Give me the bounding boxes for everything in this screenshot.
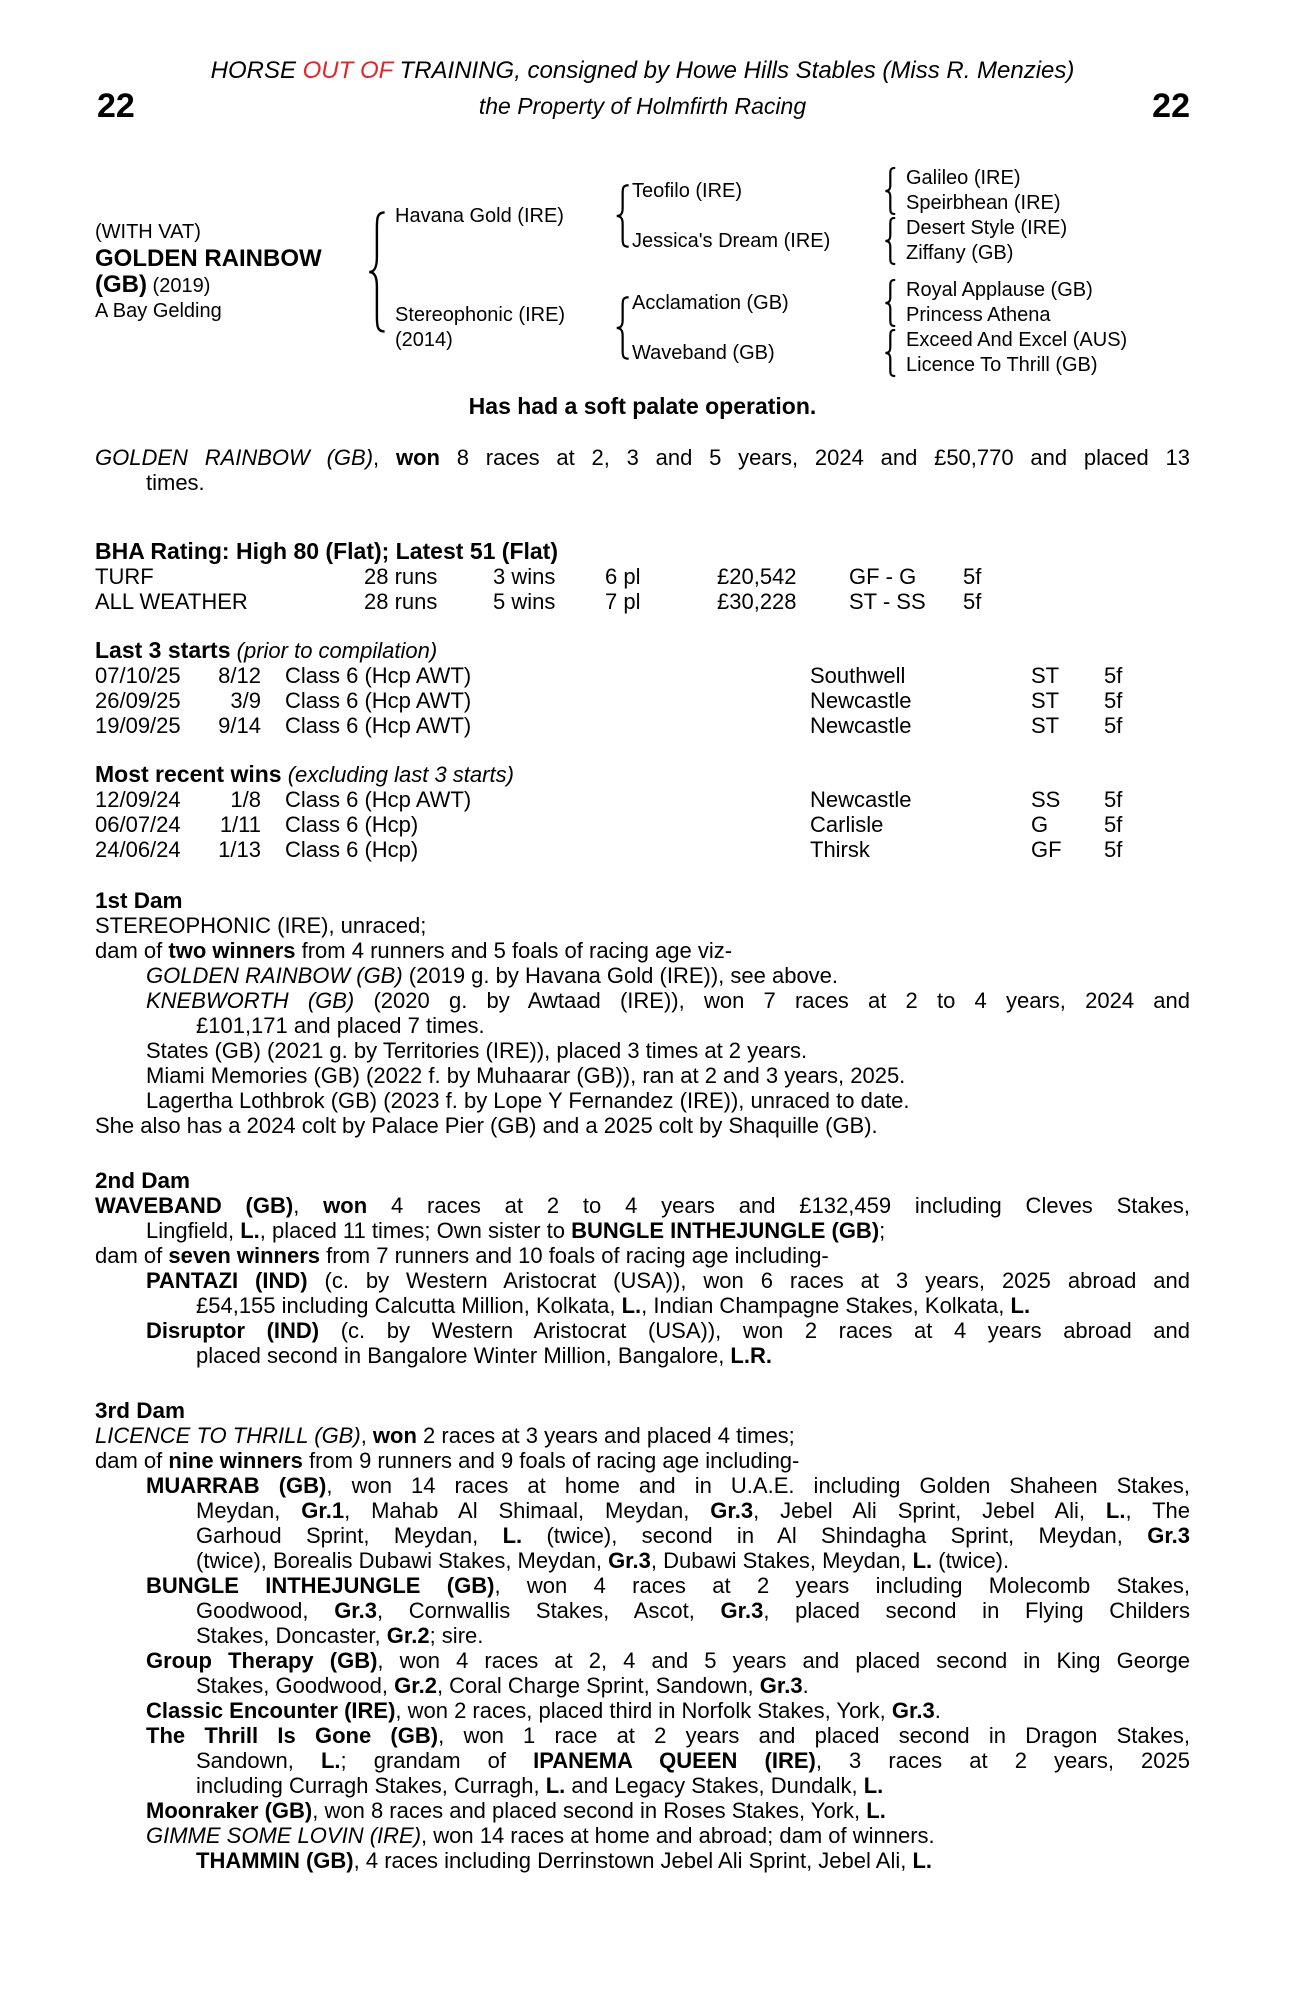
cell-race: Class 6 (Hcp)	[285, 812, 419, 837]
text-segment: 2 races at 3 years and placed 4 times;	[416, 1423, 795, 1448]
cell-going: ST	[1031, 663, 1060, 688]
cell-runs: 28 runs	[364, 589, 438, 614]
cell-surface: ALL WEATHER	[95, 589, 248, 614]
cell-wins: 5 wins	[493, 589, 556, 614]
text-segment: , 3 races at 2 years, 2025	[815, 1748, 1190, 1773]
cell-money: £20,542	[717, 564, 797, 589]
most-recent-wins-section	[95, 762, 1190, 862]
cell-pos: 9/14	[218, 713, 261, 738]
brace-icon	[884, 279, 898, 327]
cell-course: Southwell	[810, 663, 906, 688]
text-segment: TRAINING, consigned by Howe Hills Stables (Miss R. Menzies)	[392, 57, 1075, 84]
pedigree-table	[95, 166, 1190, 378]
text-segment: dam of	[95, 1243, 169, 1268]
text-line	[95, 1473, 1190, 1498]
text-segment: Goodwood,	[196, 1598, 335, 1623]
text-segment: (prior to compilation)	[230, 638, 438, 663]
table-row	[95, 812, 1190, 837]
second-dam-heading: 2nd Dam	[95, 1168, 191, 1193]
brace-icon	[884, 329, 898, 377]
text-segment: from 9 runners and 9 foals of racing age including-	[302, 1448, 800, 1473]
text-segment: GOLDEN RAINBOW (GB)	[95, 445, 374, 470]
text-segment: , won 2 races, placed third in Norfolk Stakes, York,	[395, 1698, 892, 1723]
text-segment: Classic Encounter (IRE)	[146, 1698, 396, 1723]
text-line	[95, 1698, 1190, 1723]
text-line	[95, 1013, 1190, 1038]
text-line	[95, 1343, 1190, 1368]
brace-icon	[367, 210, 389, 334]
cell-dist: 5f	[963, 564, 982, 589]
grandsire-name: Acclamation (GB)	[632, 291, 789, 314]
cell-dist: 5f	[1104, 837, 1123, 862]
text-segment: £101,171 and placed 7 times.	[196, 1013, 485, 1038]
text-segment: , Jebel Ali Sprint, Jebel Ali,	[753, 1498, 1106, 1523]
first-dam-heading: 1st Dam	[95, 888, 183, 913]
text-line	[95, 1673, 1190, 1698]
text-line	[95, 1498, 1190, 1523]
text-segment: (2019)	[146, 275, 211, 297]
third-dam-section	[95, 1398, 1190, 1873]
dam-branch	[395, 278, 1127, 378]
text-segment: seven winners	[168, 1243, 321, 1268]
text-segment: (2019 g. by Havana Gold (IRE)), see above.	[402, 963, 839, 988]
text-line	[95, 1038, 1190, 1063]
text-segment: L.	[1105, 1498, 1126, 1523]
cell-surface: TURF	[95, 564, 154, 589]
dam-year: (2014)	[395, 329, 453, 351]
text-line	[95, 988, 1190, 1013]
great-grandparent-name: Desert Style (IRE)	[906, 217, 1068, 239]
table-row	[95, 564, 1190, 589]
text-segment: won	[372, 1423, 417, 1448]
table-row	[95, 713, 1190, 738]
text-segment: dam of	[95, 938, 169, 963]
table-row	[95, 663, 1190, 688]
text-segment: Gr.3	[759, 1673, 803, 1698]
text-line	[95, 1243, 1190, 1268]
cell-race: Class 6 (Hcp)	[285, 837, 419, 862]
text-segment: Stakes, Doncaster,	[196, 1623, 387, 1648]
text-segment: MUARRAB (GB)	[146, 1473, 327, 1498]
cell-runs: 28 runs	[364, 564, 438, 589]
text-line	[95, 1748, 1190, 1773]
text-segment: L.	[912, 1548, 933, 1573]
text-segment: STEREOPHONIC (IRE), unraced;	[95, 913, 427, 938]
cell-dist: 5f	[1104, 812, 1123, 837]
text-segment: , won 4 races at 2 years including Molecomb Stakes,	[494, 1573, 1190, 1598]
text-segment: , placed second in Flying Childers	[763, 1598, 1191, 1623]
text-segment: placed second in Bangalore Winter Million, Bangalore,	[196, 1343, 731, 1368]
text-line	[95, 1113, 1190, 1138]
text-segment: Gr.3	[608, 1548, 651, 1573]
text-segment: , won 4 races at 2, 4 and 5 years and placed second in King George	[377, 1648, 1191, 1673]
great-grandparent-name: Speirbhean (IRE)	[906, 192, 1061, 214]
text-segment: Gr.3	[334, 1598, 377, 1623]
text-segment: BUNGLE INTHEJUNGLE (GB)	[571, 1218, 880, 1243]
text-line	[95, 1548, 1190, 1573]
text-segment: ; sire.	[429, 1623, 484, 1648]
consignor-line	[95, 56, 1190, 86]
text-segment: times.	[146, 470, 205, 495]
brace-icon	[884, 217, 898, 265]
pedigree-subject	[95, 220, 367, 324]
text-segment: Gr.3	[891, 1698, 935, 1723]
text-segment: dam of	[95, 1448, 169, 1473]
text-segment: ,	[293, 1193, 324, 1218]
text-line	[95, 963, 1190, 988]
text-segment: including Curragh Stakes, Curragh,	[196, 1773, 546, 1798]
text-segment: (2020 g. by Awtaad (IRE)), won 7 races at 2 to 4 years, 2024 and	[354, 988, 1190, 1013]
text-line	[95, 1448, 1190, 1473]
table-row	[95, 589, 1190, 614]
lot-row	[95, 88, 1190, 128]
text-segment: BUNGLE INTHEJUNGLE (GB)	[146, 1573, 495, 1598]
horse-name: GOLDEN RAINBOW	[95, 245, 322, 272]
text-segment: L.	[502, 1523, 523, 1548]
dam-name	[395, 303, 615, 353]
text-segment: ,	[360, 1423, 373, 1448]
cell-pos: 8/12	[218, 663, 261, 688]
cell-date: 12/09/24	[95, 787, 181, 812]
cell-race: Class 6 (Hcp AWT)	[285, 787, 472, 812]
veterinary-notice: Has had a soft palate operation.	[468, 393, 817, 419]
text-segment: Meydan,	[196, 1498, 302, 1523]
text-line	[95, 1268, 1190, 1293]
text-segment: Moonraker (GB)	[146, 1798, 313, 1823]
brace-icon	[615, 296, 632, 360]
text-line	[95, 1088, 1190, 1113]
cell-pos: 1/13	[218, 837, 261, 862]
cell-going: GF	[1031, 837, 1062, 862]
table-row	[95, 688, 1190, 713]
text-segment: Lingfield,	[146, 1218, 241, 1243]
brace-icon	[884, 167, 898, 215]
table-row	[95, 787, 1190, 812]
cell-course: Newcastle	[810, 787, 912, 812]
property-line: the Property of Holmfirth Racing	[478, 93, 807, 119]
text-line	[95, 470, 1190, 495]
cell-money: £30,228	[717, 589, 797, 614]
text-segment: Most recent wins	[95, 761, 282, 787]
text-segment: (GB)	[95, 271, 147, 298]
race-record-paragraph	[95, 445, 1190, 495]
cell-going: ST	[1031, 688, 1060, 713]
cell-pos: 1/11	[219, 812, 261, 837]
text-segment: and Legacy Stakes, Dundalk,	[565, 1773, 864, 1798]
cell-going: GF - G	[849, 564, 917, 589]
text-segment: (c. by Western Aristocrat (USA)), won 6 races at 3 years, 2025 abroad and	[307, 1268, 1190, 1293]
cell-race: Class 6 (Hcp AWT)	[285, 688, 472, 713]
last-3-starts-section	[95, 638, 1190, 738]
text-line	[95, 1598, 1190, 1623]
text-segment: PANTAZI (IND)	[146, 1268, 308, 1293]
text-segment: from 4 runners and 5 foals of racing age viz-	[295, 938, 733, 963]
text-segment: L.	[866, 1798, 886, 1823]
text-segment: , Coral Charge Sprint, Sandown,	[436, 1673, 760, 1698]
text-segment: ; grandam of	[340, 1748, 534, 1773]
sire-branch	[395, 166, 1127, 266]
granddam-branch	[632, 328, 1127, 378]
text-line	[95, 1193, 1190, 1218]
great-grandparent-name: Galileo (IRE)	[906, 167, 1021, 189]
text-line	[95, 1423, 1190, 1448]
text-segment: L.	[1010, 1293, 1031, 1318]
second-dam-text	[95, 1193, 1190, 1368]
text-line	[95, 938, 1190, 963]
text-segment: GIMME SOME LOVIN (IRE)	[146, 1823, 422, 1848]
text-line	[95, 1823, 1190, 1848]
cell-dist: 5f	[1104, 688, 1123, 713]
cell-going: SS	[1031, 787, 1061, 812]
text-segment: 8 races at 2, 3 and 5 years, 2024 and £50,770 and placed 13	[439, 445, 1190, 470]
text-segment: , Cornwallis Stakes, Ascot,	[377, 1598, 721, 1623]
cell-pl: 6 pl	[605, 564, 641, 589]
lot-number-right: 22	[1152, 87, 1190, 125]
first-dam-section	[95, 888, 1190, 1138]
text-line	[95, 1218, 1190, 1243]
text-line	[95, 1773, 1190, 1798]
text-segment: , won 14 races at home and in U.A.E. including Golden Shaheen Stakes,	[326, 1473, 1191, 1498]
text-segment: £54,155 including Calcutta Million, Kolkata,	[196, 1293, 622, 1318]
grandsire-name: Teofilo (IRE)	[632, 179, 743, 202]
text-segment: Gr.3	[1147, 1523, 1191, 1548]
last-3-starts-table	[95, 663, 1190, 738]
text-line	[95, 1648, 1190, 1673]
text-segment: THAMMIN (GB)	[196, 1848, 354, 1873]
cell-course: Thirsk	[810, 837, 870, 862]
text-segment: The Thrill Is Gone (GB)	[146, 1723, 439, 1748]
text-segment: , Dubawi Stakes, Meydan,	[650, 1548, 913, 1573]
text-segment: .	[934, 1698, 941, 1723]
text-segment: , Mahab Al Shimaal, Meydan,	[344, 1498, 711, 1523]
text-segment: L.	[621, 1293, 642, 1318]
text-segment: , won 1 race at 2 years and placed second in Dragon Stakes,	[438, 1723, 1191, 1748]
text-segment: nine winners	[168, 1448, 303, 1473]
cell-race: Class 6 (Hcp AWT)	[285, 713, 472, 738]
cell-going: ST - SS	[849, 589, 926, 614]
dam-name-text: Stereophonic (IRE)	[395, 304, 566, 326]
most-recent-wins-table	[95, 787, 1190, 862]
cell-date: 24/06/24	[95, 837, 181, 862]
great-grandparent-name: Ziffany (GB)	[906, 242, 1014, 264]
text-segment: (twice), Borealis Dubawi Stakes, Meydan,	[196, 1548, 609, 1573]
cell-going: ST	[1031, 713, 1060, 738]
text-segment: States (GB) (2021 g. by Territories (IRE)), placed 3 times at 2 years.	[146, 1038, 808, 1063]
cell-dist: 5f	[1104, 787, 1123, 812]
brace-icon	[615, 184, 632, 248]
text-segment: She also has a 2024 colt by Palace Pier (GB) and a 2025 colt by Shaquille (GB).	[95, 1113, 878, 1138]
text-segment: Lagertha Lothbrok (GB) (2023 f. by Lope Y Fernandez (IRE)), unraced to date.	[146, 1088, 910, 1113]
granddam-name: Waveband (GB)	[632, 341, 775, 364]
cell-dist: 5f	[1104, 663, 1123, 688]
text-segment: (twice), second in Al Shindagha Sprint, Meydan,	[522, 1523, 1148, 1548]
out-of-training-flag: OUT OF	[302, 57, 393, 84]
text-segment: Garhoud Sprint, Meydan,	[196, 1523, 503, 1548]
text-segment: , Indian Champagne Stakes, Kolkata,	[641, 1293, 1011, 1318]
great-grandparent-name: Royal Applause (GB)	[906, 279, 1093, 301]
text-segment: (excluding last 3 starts)	[281, 762, 514, 787]
text-segment: Gr.2	[386, 1623, 430, 1648]
text-segment: L.	[545, 1773, 566, 1798]
text-segment: L.	[320, 1748, 341, 1773]
text-segment: Gr.2	[394, 1673, 437, 1698]
table-row	[95, 837, 1190, 862]
grandsire-branch	[632, 166, 1067, 216]
text-line	[95, 1723, 1190, 1748]
text-segment: GOLDEN RAINBOW (GB)	[146, 963, 403, 988]
text-segment: Disruptor (IND)	[146, 1318, 320, 1343]
text-segment: Miami Memories (GB) (2022 f. by Muhaarar (GB)), ran at 2 and 3 years, 2025.	[146, 1063, 906, 1088]
text-segment: , The	[1125, 1498, 1190, 1523]
text-segment: from 7 runners and 10 foals of racing age including-	[320, 1243, 829, 1268]
last-3-starts-heading	[95, 638, 1190, 663]
text-segment: Sandown,	[196, 1748, 321, 1773]
text-segment: , placed 11 times; Own sister to	[259, 1218, 572, 1243]
text-segment: Gr.1	[301, 1498, 345, 1523]
text-line	[95, 1848, 1190, 1873]
text-segment: Group Therapy (GB)	[146, 1648, 378, 1673]
text-segment: two winners	[168, 938, 296, 963]
text-segment: Stakes, Goodwood,	[196, 1673, 395, 1698]
great-grandparent-name: Princess Athena	[906, 304, 1051, 326]
text-line	[95, 1063, 1190, 1088]
pedigree-tree	[395, 166, 1127, 378]
first-dam-text	[95, 913, 1190, 1138]
text-segment: ,	[373, 445, 396, 470]
cell-dist: 5f	[963, 589, 982, 614]
grandsire-branch	[632, 278, 1127, 328]
surface-stats-table	[95, 564, 1190, 614]
granddam-branch	[632, 216, 1067, 266]
great-grandparent-name: Licence To Thrill (GB)	[906, 354, 1098, 376]
text-segment: (twice).	[932, 1548, 1010, 1573]
cell-date: 19/09/25	[95, 713, 181, 738]
text-segment: Gr.3	[720, 1598, 764, 1623]
text-segment: , won 14 races at home and abroad; dam of winners.	[421, 1823, 935, 1848]
sire-name: Havana Gold (IRE)	[395, 204, 564, 227]
text-segment: 4 races at 2 to 4 years and £132,459 including Cleves Stakes,	[367, 1193, 1191, 1218]
third-dam-text	[95, 1423, 1190, 1873]
cell-wins: 3 wins	[493, 564, 556, 589]
text-line	[95, 1798, 1190, 1823]
text-segment: LICENCE TO THRILL (GB)	[95, 1423, 361, 1448]
cell-course: Newcastle	[810, 713, 912, 738]
most-recent-wins-heading	[95, 762, 1190, 787]
text-line	[95, 1318, 1190, 1343]
text-segment: L.	[863, 1773, 884, 1798]
horse-suffix-year	[95, 272, 367, 299]
text-line	[95, 1573, 1190, 1598]
cell-pl: 7 pl	[605, 589, 641, 614]
text-segment: .	[802, 1673, 809, 1698]
cell-going: G	[1031, 812, 1049, 837]
text-segment: L.R.	[730, 1343, 772, 1368]
text-line	[95, 913, 1190, 938]
bha-rating-heading: BHA Rating: High 80 (Flat); Latest 51 (Flat)	[95, 538, 558, 564]
text-line	[95, 445, 1190, 470]
text-segment: Gr.3	[710, 1498, 754, 1523]
text-segment: won	[323, 1193, 368, 1218]
text-segment: IPANEMA QUEEN (IRE)	[533, 1748, 816, 1773]
text-segment: , won 8 races and placed second in Roses Stakes, York,	[312, 1798, 867, 1823]
cell-pos: 1/8	[230, 787, 261, 812]
cell-course: Newcastle	[810, 688, 912, 713]
text-line	[95, 1293, 1190, 1318]
lot-number-left: 22	[97, 87, 135, 125]
text-segment: WAVEBAND (GB)	[95, 1193, 294, 1218]
text-segment: (c. by Western Aristocrat (USA)), won 2 races at 4 years abroad and	[319, 1318, 1190, 1343]
text-segment: won	[395, 445, 440, 470]
text-segment: KNEBWORTH (GB)	[146, 988, 355, 1013]
text-segment: , 4 races including Derrinstown Jebel Ali Sprint, Jebel Ali,	[353, 1848, 913, 1873]
cell-date: 26/09/25	[95, 688, 181, 713]
text-line	[95, 1523, 1190, 1548]
text-segment: L.	[240, 1218, 260, 1243]
cell-date: 07/10/25	[95, 663, 181, 688]
text-line	[95, 1623, 1190, 1648]
granddam-name: Jessica's Dream (IRE)	[632, 229, 831, 252]
cell-race: Class 6 (Hcp AWT)	[285, 663, 472, 688]
horse-description: A Bay Gelding	[95, 300, 222, 322]
text-segment: L.	[912, 1848, 933, 1873]
second-dam-section	[95, 1168, 1190, 1368]
cell-course: Carlisle	[810, 812, 884, 837]
text-segment: HORSE	[210, 57, 303, 84]
cell-date: 06/07/24	[95, 812, 181, 837]
cell-dist: 5f	[1104, 713, 1123, 738]
great-grandparent-name: Exceed And Excel (AUS)	[906, 329, 1128, 351]
vat-note: (WITH VAT)	[95, 221, 201, 243]
text-segment: Last 3 starts	[95, 637, 231, 663]
third-dam-heading: 3rd Dam	[95, 1398, 186, 1423]
text-segment: ;	[879, 1218, 886, 1243]
cell-pos: 3/9	[230, 688, 261, 713]
